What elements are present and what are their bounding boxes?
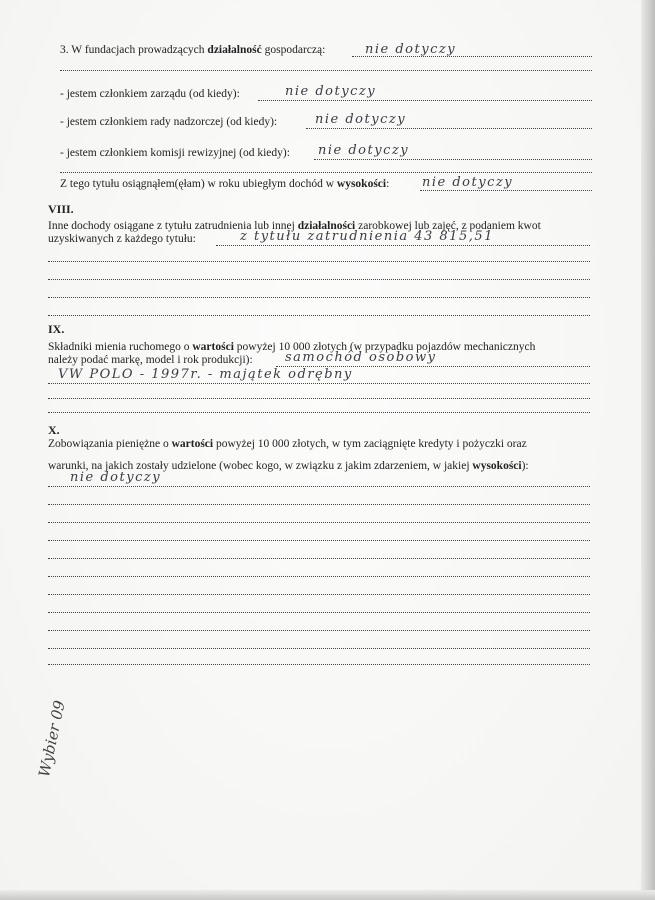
board-member-label: - jestem członkiem zarządu (od kiedy): [60,88,240,100]
section-ix-line1: Składniki mienia ruchomego o wartości powyżej 10 000 złotych (w przypadku pojazdów mechanicznych [48,341,536,353]
section-viii-line-a [48,261,590,262]
section-x-line-d [48,558,590,559]
section-x-line-a [48,504,590,505]
section-viii-handwritten-answer: z tytułu zatrudnienia 43 815,51 [240,229,494,244]
section-ix-handwritten-answer-2: VW POLO - 1997r. - majątek odrębny [58,367,353,382]
income-amount-label: Z tego tytułu osiągnąłem(ęłam) w roku ubiegłym dochód w wysokości: [60,178,390,190]
section-x-line-e [48,576,590,577]
q3-foundations-label: 3. W fundacjach prowadzących działalność gospodarczą: [60,44,326,56]
section-x-handwritten-answer: nie dotyczy [70,470,162,485]
income-amount-answer-line [420,190,592,191]
section-x-line-c [48,540,590,541]
section-viii-line1: Inne dochody osiągane z tytułu zatrudnienia lub innej działalności zarobkowej lub zajęć, z podaniem kwot [48,220,541,232]
section-ix-heading: IX. [48,322,65,336]
scan-right-edge [641,0,655,900]
section-x-line-g [48,612,590,613]
scan-bottom-edge [0,890,655,900]
board-member-answer-line [258,100,592,101]
audit-committee-answer-line [314,159,592,160]
section-viii-heading: VIII. [48,202,74,216]
supervisory-board-handwritten-answer: nie dotyczy [315,112,407,127]
q3-handwritten-answer: nie dotyczy [365,42,457,57]
section-viii-line2: uzyskiwanych z każdego tytułu: [48,233,196,245]
supervisory-board-label: - jestem członkiem rady nadzorczej (od kiedy): [60,116,278,128]
section-x-line-h [48,630,590,631]
section-ix-line-b [48,398,590,399]
board-member-handwritten-answer: nie dotyczy [285,84,377,99]
q3-continuation-line [60,70,592,71]
section-x-line-f [48,594,590,595]
section-x-line-j [48,664,590,665]
section-ix-line-a [48,383,590,384]
section-x-line1: Zobowiązania pieniężne o wartości powyżej 10 000 złotych, w tym zaciągnięte kredyty i pożyczki oraz [48,438,527,450]
audit-committee-label: - jestem członkiem komisji rewizyjnej (od kiedy): [60,147,290,159]
margin-signature: Wybier 09 [35,698,69,779]
section-ix-line-c [48,412,590,413]
section-x-line2: warunki, na jakich zostały udzielone (wobec kogo, w związku z jakim zdarzeniem, w jakiej wysokości): [48,460,529,472]
income-amount-handwritten-answer: nie dotyczy [422,175,514,190]
audit-committee-handwritten-answer: nie dotyczy [318,143,410,158]
section-x-answer-line [48,486,590,487]
section-viii-answer-line [216,245,590,246]
section-viii-line-c [48,297,590,298]
section-x-line-i [48,648,590,649]
audit-continuation-line [60,172,592,173]
section-viii-line-b [48,279,590,280]
section-x-heading: X. [48,423,60,437]
supervisory-board-answer-line [306,128,592,129]
section-ix-line2: należy podać markę, model i rok produkcji): [48,354,253,366]
section-ix-handwritten-answer-1: samochód osobowy [285,350,437,365]
section-viii-line-d [48,315,590,316]
section-x-line-b [48,522,590,523]
